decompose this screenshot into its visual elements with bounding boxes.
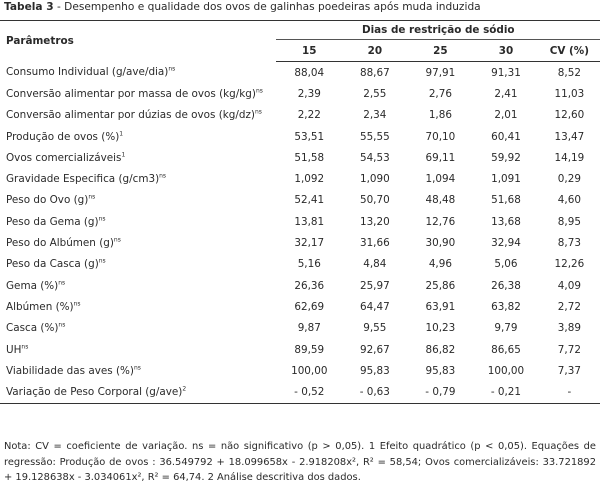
table-cell: 4,60: [557, 194, 581, 207]
row-label-superscript: ns: [113, 236, 121, 244]
table-row: [0, 360, 600, 381]
table-cell: 7,37: [557, 364, 581, 377]
table-cell: 100,00: [291, 364, 328, 377]
table-cell: 55,55: [359, 130, 390, 143]
group-header: Dias de restrição de sódio: [276, 21, 600, 40]
row-label-superscript: ns: [58, 279, 66, 287]
table-cell: 32,17: [294, 237, 325, 250]
table-cell: 54,53: [359, 151, 390, 164]
table-cell: 63,82: [491, 300, 521, 313]
table-cell: 12,76: [425, 215, 456, 228]
row-label-text: Conversão alimentar por massa de ovos (kg/kg): [6, 87, 256, 100]
table-cell: 3,89: [557, 322, 581, 335]
row-label-text: Viabilidade das aves (%): [6, 364, 134, 377]
row-label: [0, 126, 276, 147]
row-label: [0, 296, 276, 317]
row-label: [0, 62, 276, 84]
table-cell: 51,68: [491, 194, 521, 207]
table-cell: 88,67: [359, 66, 390, 79]
row-label-text: Produção de ovos (%): [6, 130, 120, 143]
table-cell: -: [539, 381, 600, 403]
table-cell: 26,36: [294, 279, 325, 292]
row-label-superscript: ns: [255, 108, 262, 116]
table-cell: 50,70: [359, 194, 390, 207]
table-cell: 1,090: [359, 173, 390, 186]
table-cell: 69,11: [425, 151, 456, 164]
row-label-superscript: ns: [21, 343, 29, 351]
table-cell: 1,094: [425, 173, 456, 186]
row-label: [0, 232, 276, 253]
row-label-text: Ovos comercializáveis: [6, 151, 122, 164]
table-row: [0, 147, 600, 168]
table-cell: - 0,63: [342, 381, 408, 403]
table-cell: 2,01: [494, 109, 518, 122]
column-header: 25: [408, 40, 474, 62]
row-label: [0, 339, 276, 360]
table-cell: 25,86: [425, 279, 456, 292]
table-cell: 53,51: [294, 130, 325, 143]
row-label: [0, 360, 276, 381]
table-cell: 86,65: [491, 343, 521, 356]
table-cell: - 0,52: [276, 381, 342, 403]
table-cell: 13,81: [294, 215, 325, 228]
table-row: [0, 232, 600, 253]
table-cell: 88,04: [294, 66, 325, 79]
row-label-superscript: ns: [58, 321, 66, 329]
table-cell: 31,66: [359, 237, 390, 250]
table-cell: - 0,21: [473, 381, 539, 403]
table-row: [0, 105, 600, 126]
row-label-text: Conversão alimentar por dúzias de ovos (kg/dz): [6, 109, 255, 122]
row-label-text: UH: [6, 343, 22, 356]
table-cell: 63,91: [425, 300, 456, 313]
table-cell: 1,092: [294, 173, 325, 186]
table-cell: 1,091: [491, 173, 521, 186]
table-cell: 2,41: [494, 87, 518, 100]
table-row: [0, 126, 600, 147]
row-label-text: Peso da Gema (g): [6, 215, 99, 228]
table-cell: 10,23: [425, 322, 456, 335]
row-label-text: Casca (%): [6, 322, 59, 335]
row-label: [0, 105, 276, 126]
table-cell: 2,76: [428, 87, 452, 100]
data-table: [0, 20, 600, 404]
table-cell: 8,52: [557, 66, 581, 79]
row-label: [0, 381, 276, 403]
table-cell: 13,20: [359, 215, 390, 228]
column-header: 15: [276, 40, 342, 62]
table-cell: 92,67: [359, 343, 390, 356]
table-cell: 1,86: [428, 109, 452, 122]
table-row: [0, 62, 600, 84]
row-label: [0, 254, 276, 275]
table-cell: 8,73: [557, 237, 581, 250]
table-cell: 26,38: [491, 279, 521, 292]
table-cell: 51,58: [294, 151, 325, 164]
table-cell: 9,79: [494, 322, 518, 335]
table-cell: 2,72: [557, 300, 581, 313]
table-cell: 7,72: [557, 343, 581, 356]
table-cell: 32,94: [491, 237, 521, 250]
row-label-superscript: ns: [255, 87, 263, 95]
row-label-superscript: ns: [88, 193, 96, 201]
row-label-text: Gravidade Especifica (g/cm3): [6, 173, 160, 186]
table-cell: 12,60: [554, 109, 585, 122]
table-cell: 2,34: [363, 109, 387, 122]
row-label: [0, 83, 276, 104]
table-cell: 59,92: [491, 151, 521, 164]
table-cell: - 0,79: [408, 381, 474, 403]
table-row: [0, 339, 600, 360]
caption-label: Tabela 3: [4, 1, 54, 13]
column-header: 20: [342, 40, 408, 62]
table-cell: 8,95: [557, 215, 581, 228]
column-header: 30: [473, 40, 539, 62]
table-cell: 4,96: [428, 258, 452, 271]
table-cell: 62,69: [294, 300, 325, 313]
table-row: [0, 254, 600, 275]
row-label: [0, 211, 276, 232]
table-cell: 30,90: [425, 237, 456, 250]
table-row: [0, 190, 600, 211]
table-cell: 13,68: [491, 215, 521, 228]
row-label-text: Albúmen (%): [6, 300, 74, 313]
caption-text: - Desempenho e qualidade dos ovos de galinhas poedeiras após muda induzida: [53, 1, 481, 13]
table-cell: 9,55: [363, 322, 387, 335]
row-label-superscript: ns: [98, 257, 106, 265]
row-label-superscript: 1: [119, 130, 124, 138]
table-cell: 12,26: [554, 258, 585, 271]
row-label-superscript: 2: [182, 385, 187, 393]
table-cell: 9,87: [297, 322, 321, 335]
row-label-superscript: ns: [159, 172, 167, 180]
table-row: [0, 211, 600, 232]
row-label-text: Variação de Peso Corporal (g/ave): [6, 386, 183, 399]
table-cell: 48,48: [425, 194, 456, 207]
row-label-superscript: 1: [121, 151, 126, 159]
row-label: [0, 275, 276, 296]
table-row: [0, 83, 600, 104]
table-cell: 4,09: [557, 279, 581, 292]
row-label: [0, 318, 276, 339]
table-cell: 5,06: [494, 258, 518, 271]
table-row: [0, 318, 600, 339]
table-cell: 13,47: [554, 130, 585, 143]
row-label-superscript: ns: [133, 364, 141, 372]
row-label-superscript: ns: [98, 215, 106, 223]
table-cell: 2,55: [363, 87, 387, 100]
param-header: Parâmetros: [0, 21, 276, 62]
table-row: [0, 275, 600, 296]
table-note: Nota: CV = coeficiente de variação. ns = não significativo (p > 0,05). 1 Efeito quadrático (p < 0,05). Equações de regressão: Produção de ovos : 36.549792 + 18.099658x - 2.918208x², R² = 58,54; Ovos comercializáveis: 33.721892 + 19.128638x - 3.034061x², R² = 64,74. 2 Análise descritiva dos dados.: [4, 441, 596, 483]
table-cell: 2,39: [297, 87, 321, 100]
table-row: [0, 381, 600, 403]
row-label: [0, 168, 276, 189]
row-label: [0, 147, 276, 168]
table-caption: [4, 0, 596, 14]
table-cell: 0,29: [557, 173, 581, 186]
row-label-text: Peso da Casca (g): [6, 258, 99, 271]
table-cell: 70,10: [425, 130, 456, 143]
row-label-superscript: ns: [73, 300, 81, 308]
table-cell: 91,31: [491, 66, 521, 79]
row-label-superscript: ns: [168, 65, 176, 73]
row-label-text: Peso do Albúmen (g): [6, 237, 114, 250]
row-label-text: Peso do Ovo (g): [6, 194, 89, 207]
table-cell: 11,03: [554, 87, 585, 100]
table-cell: 5,16: [297, 258, 321, 271]
table-cell: 89,59: [294, 343, 325, 356]
table-cell: 52,41: [294, 194, 325, 207]
table-cell: 4,84: [363, 258, 387, 271]
table-cell: 64,47: [359, 300, 390, 313]
table-cell: 86,82: [425, 343, 456, 356]
row-label-text: Consumo Individual (g/ave/dia): [6, 66, 169, 79]
row-label: [0, 190, 276, 211]
row-label-text: Gema (%): [6, 279, 59, 292]
table-cell: 95,83: [425, 364, 456, 377]
column-header: CV (%): [539, 40, 600, 62]
table-cell: 100,00: [487, 364, 525, 377]
table-cell: 14,19: [554, 151, 585, 164]
table-cell: 95,83: [359, 364, 390, 377]
table-cell: 97,91: [425, 66, 456, 79]
table-row: [0, 168, 600, 189]
table-cell: 60,41: [491, 130, 521, 143]
table-cell: 2,22: [297, 109, 321, 122]
table-cell: 25,97: [359, 279, 390, 292]
table-row: [0, 296, 600, 317]
